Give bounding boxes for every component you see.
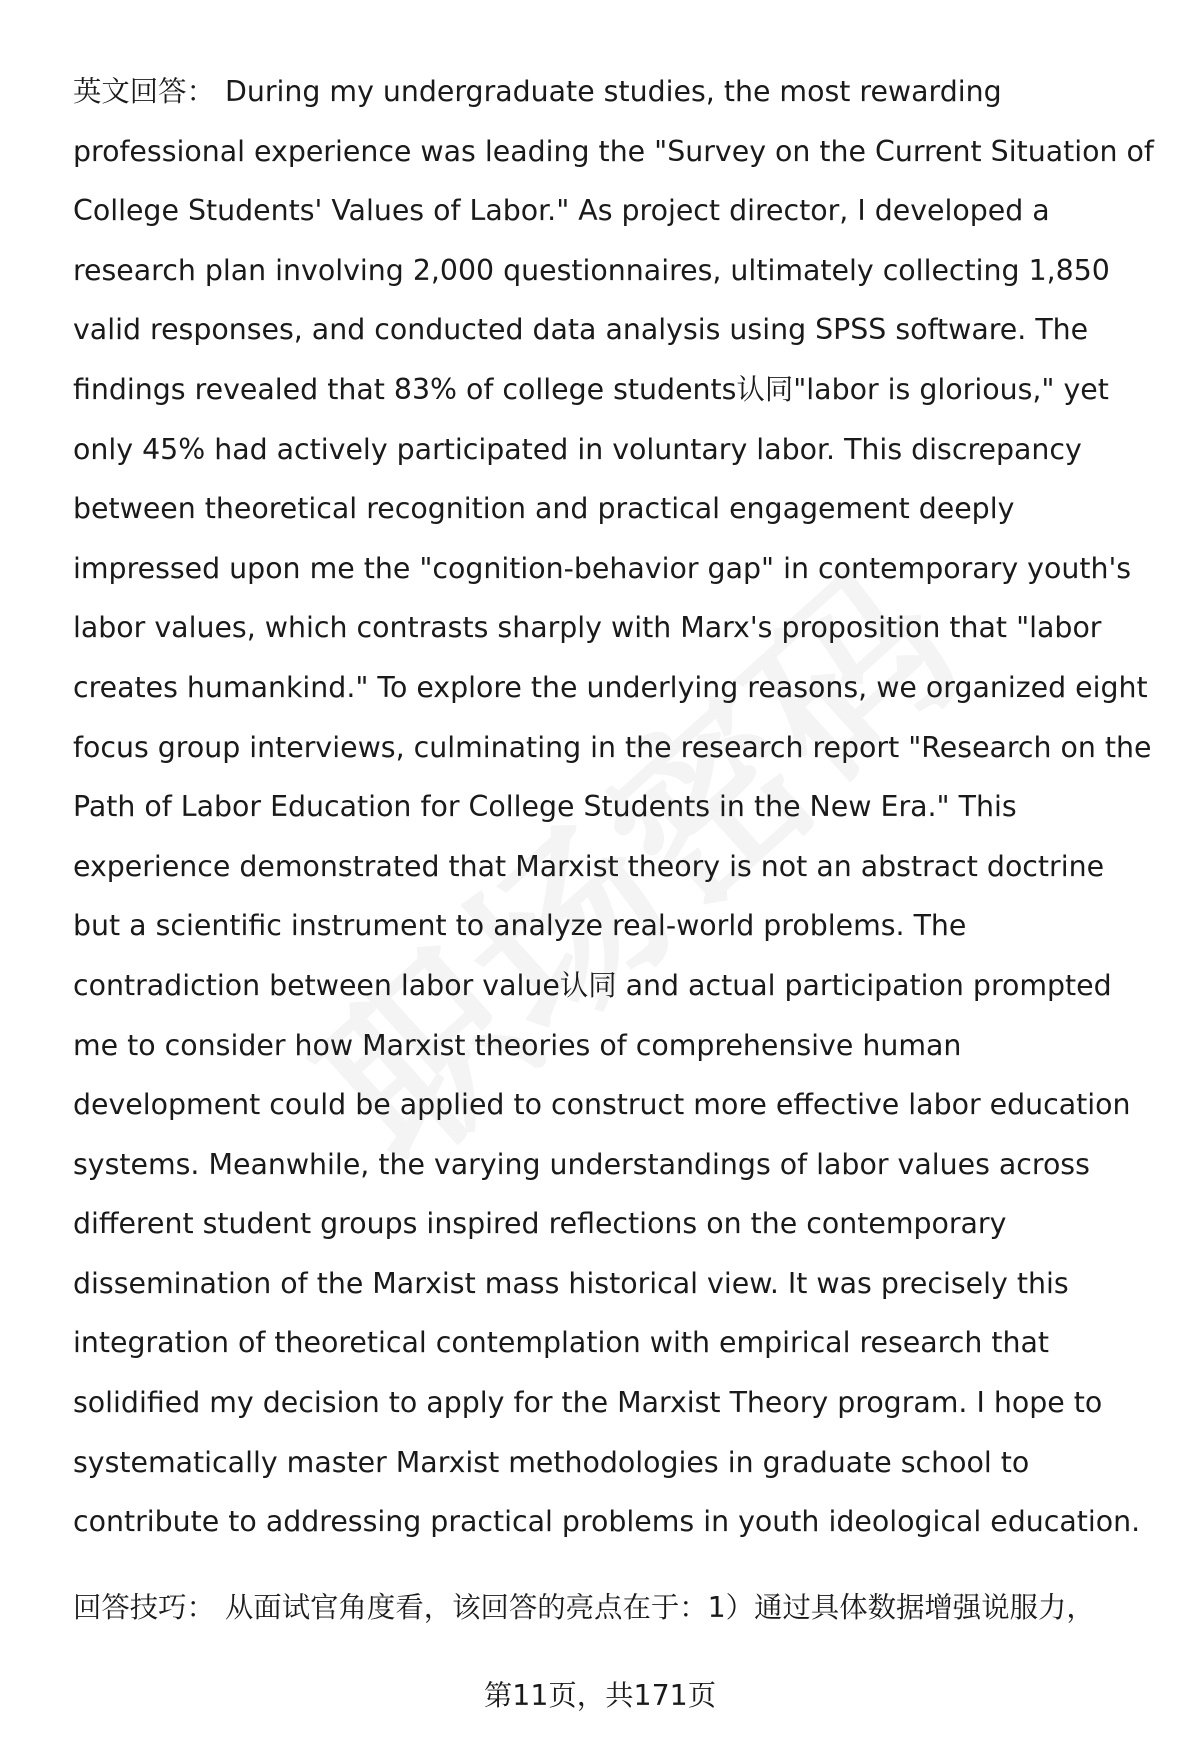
page-number: 第11页，共171页 — [483, 1679, 717, 1712]
answer-line: different student groups inspired reflections on the contemporary — [73, 1207, 1007, 1241]
english-answer-paragraph — [73, 62, 1163, 1552]
answer-line: me to consider how Marxist theories of comprehensive human — [73, 1028, 962, 1062]
answer-line-text: During my undergraduate studies, the most rewarding — [224, 75, 1002, 108]
answer-line: experience demonstrated that Marxist theory is not an abstract doctrine — [73, 849, 1105, 883]
answer-tips-paragraph — [73, 1578, 1163, 1638]
answer-line: focus group interviews, culminating in the research report "Research on the — [73, 730, 1152, 764]
answer-line: Path of Labor Education for College Students in the New Era." This — [73, 790, 1017, 824]
answer-line: contradiction between labor value认同 and actual participation prompted — [73, 968, 1112, 1002]
answer-line: between theoretical recognition and practical engagement deeply — [73, 492, 1015, 526]
answer-line: but a scientific instrument to analyze real-world problems. The — [73, 909, 967, 943]
answer-line: integration of theoretical contemplation with empirical research that — [73, 1326, 1049, 1360]
answer-line: professional experience was leading the "Survey on the Current Situation of — [73, 134, 1154, 168]
answer-line: research plan involving 2,000 questionnaires, ultimately collecting 1,850 — [73, 253, 1110, 287]
answer-line: dissemination of the Marxist mass historical view. It was precisely this — [73, 1266, 1069, 1300]
answer-line: creates humankind." To explore the underlying reasons, we organized eight — [73, 670, 1148, 704]
answer-line-1 — [73, 62, 1163, 122]
answer-label: 英文回答： — [73, 75, 215, 108]
answer-line: systematically master Marxist methodologies in graduate school to — [73, 1445, 1030, 1479]
answer-line: contribute to addressing practical problems in youth ideological education. — [73, 1505, 1141, 1539]
answer-line: valid responses, and conducted data analysis using SPSS software. The — [73, 313, 1089, 347]
answer-line: systems. Meanwhile, the varying understandings of labor values across — [73, 1147, 1090, 1181]
answer-line: solidified my decision to apply for the Marxist Theory program. I hope to — [73, 1386, 1103, 1420]
answer-line: development could be applied to construct more effective labor education — [73, 1088, 1131, 1122]
tips-text: 从面试官角度看，该回答的亮点在于：1）通过具体数据增强说服力， — [224, 1591, 1095, 1624]
answer-line: College Students' Values of Labor." As project director, I developed a — [73, 194, 1050, 228]
tips-label: 回答技巧： — [73, 1591, 215, 1624]
answer-line: labor values, which contrasts sharply with Marx's proposition that "labor — [73, 611, 1102, 645]
answer-line: impressed upon me the "cognition-behavior gap" in contemporary youth's — [73, 551, 1132, 585]
answer-line: only 45% had actively participated in voluntary labor. This discrepancy — [73, 432, 1082, 466]
answer-line: findings revealed that 83% of college students认同"labor is glorious," yet — [73, 372, 1109, 406]
